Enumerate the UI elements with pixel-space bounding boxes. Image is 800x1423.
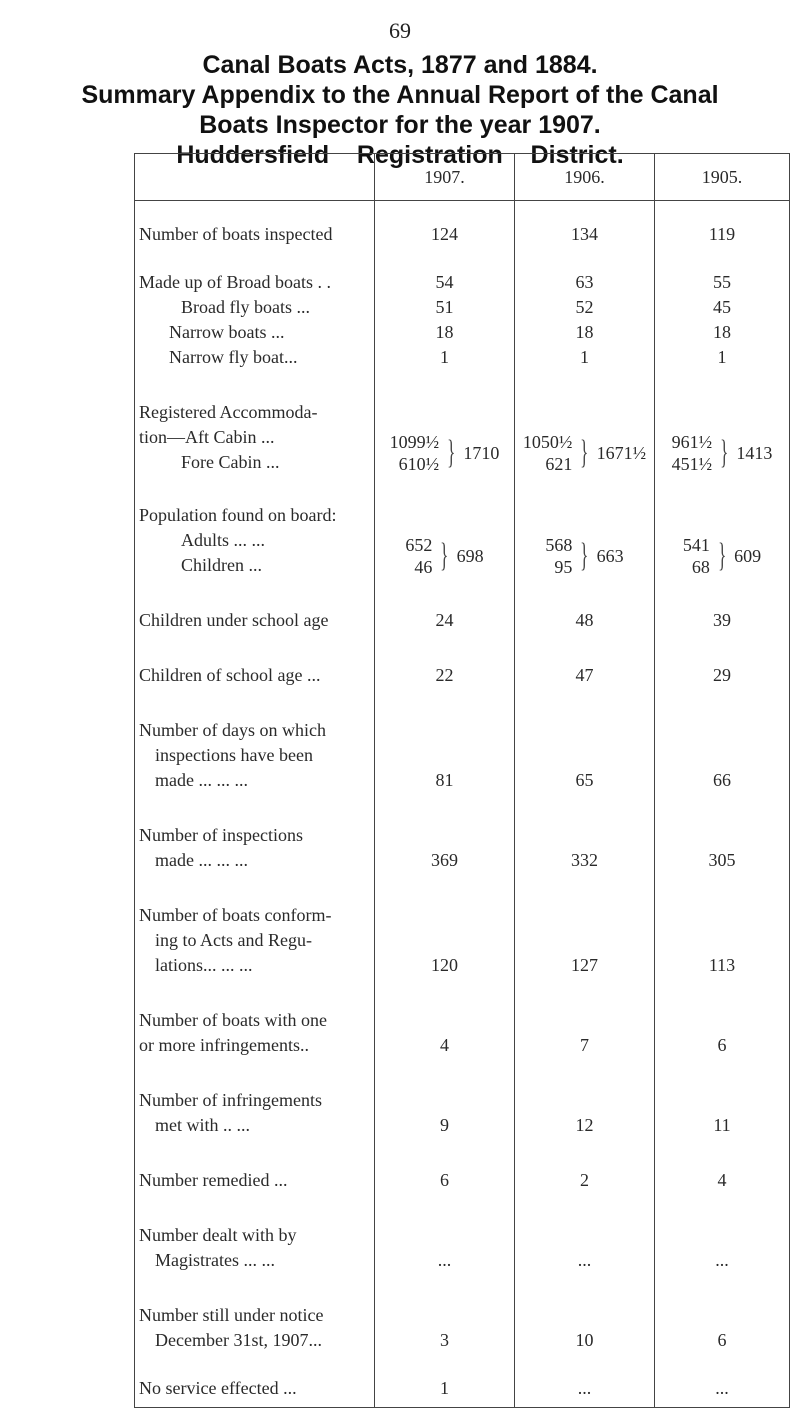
row-label: Number still under notice December 31st, 1907... — [135, 1273, 375, 1353]
table-row — [135, 475, 790, 578]
row-label: Number of days on which inspections have been made ... ... ... — [135, 688, 375, 793]
table-row — [135, 793, 790, 873]
cell-1905: 4 — [655, 1138, 790, 1193]
cell-1907: 4 — [375, 978, 515, 1058]
cell-1906: 7 — [515, 978, 655, 1058]
cell-1905: ... — [655, 1353, 790, 1408]
cell-1907: 18 — [375, 320, 515, 345]
cell-1905: 113 — [655, 873, 790, 978]
cell-1906: ... — [515, 1193, 655, 1273]
row-label: Children under school age — [135, 578, 375, 633]
cell-1907: 652 46 } 698 — [375, 475, 515, 578]
table-row — [135, 633, 790, 688]
summary-table — [134, 153, 790, 1408]
row-label: Number of boats with one or more infringements.. — [135, 978, 375, 1058]
row-label: Children of school age ... — [135, 633, 375, 688]
cell-1906: 1 — [515, 345, 655, 370]
row-label: Population found on board: Adults ... ... Children ... — [135, 475, 375, 578]
cell-1907: 1 — [375, 345, 515, 370]
cell-1905: 55 — [655, 247, 790, 295]
cell-1907: 24 — [375, 578, 515, 633]
cell-1905: 119 — [655, 201, 790, 247]
row-label: Number of infringements met with .. ... — [135, 1058, 375, 1138]
cell-1905: 11 — [655, 1058, 790, 1138]
cell-1905: 1 — [655, 345, 790, 370]
header-blank — [135, 154, 375, 201]
row-label: No service effected ... — [135, 1353, 375, 1408]
cell-1906: 65 — [515, 688, 655, 793]
cell-1906: 2 — [515, 1138, 655, 1193]
cell-1906: 18 — [515, 320, 655, 345]
cell-1905: 29 — [655, 633, 790, 688]
header-1906: 1906. — [515, 154, 655, 201]
heading-inspector: Boats Inspector for the year 1907. — [199, 111, 601, 139]
table-row — [135, 320, 790, 345]
cell-1905: 961½ 451½ } 1413 — [655, 370, 790, 475]
cell-1907: 120 — [375, 873, 515, 978]
cell-1906: 1050½ 621 } 1671½ — [515, 370, 655, 475]
row-label: Number of inspections made ... ... ... — [135, 793, 375, 873]
table-row — [135, 295, 790, 320]
cell-1906: 63 — [515, 247, 655, 295]
cell-1906: ... — [515, 1353, 655, 1408]
cell-1907: 22 — [375, 633, 515, 688]
header-1907: 1907. — [375, 154, 515, 201]
table-row — [135, 1193, 790, 1273]
cell-1905: 6 — [655, 1273, 790, 1353]
row-label: Narrow boats ... — [135, 320, 375, 345]
cell-1907: 81 — [375, 688, 515, 793]
table-row — [135, 345, 790, 370]
table-row — [135, 1058, 790, 1138]
cell-1906: 568 95 } 663 — [515, 475, 655, 578]
cell-1905: 305 — [655, 793, 790, 873]
cell-1906: 332 — [515, 793, 655, 873]
cell-1906: 12 — [515, 1058, 655, 1138]
cell-1907: 1099½ 610½ } 1710 — [375, 370, 515, 475]
cell-1907: ... — [375, 1193, 515, 1273]
table-row — [135, 978, 790, 1058]
row-label: Broad fly boats ... — [135, 295, 375, 320]
cell-1907: 1 — [375, 1353, 515, 1408]
cell-1905: 66 — [655, 688, 790, 793]
cell-1906: 52 — [515, 295, 655, 320]
page-number: 69 — [389, 18, 411, 43]
cell-1906: 127 — [515, 873, 655, 978]
heading-summary: Summary Appendix to the Annual Report of the Canal — [81, 81, 719, 109]
row-label: Number of boats conform- ing to Acts and Regu- lations... ... ... — [135, 873, 375, 978]
row-label: Number remedied ... — [135, 1138, 375, 1193]
table-row — [135, 1273, 790, 1353]
cell-1905: ... — [655, 1193, 790, 1273]
table-row — [135, 370, 790, 475]
cell-1905: 39 — [655, 578, 790, 633]
cell-1905: 18 — [655, 320, 790, 345]
row-label: Made up of Broad boats . . — [135, 247, 375, 295]
cell-1905: 45 — [655, 295, 790, 320]
cell-1906: 48 — [515, 578, 655, 633]
row-label: Narrow fly boat... — [135, 345, 375, 370]
table-row — [135, 247, 790, 295]
cell-1907: 369 — [375, 793, 515, 873]
row-label: Number dealt with by Magistrates ... ... — [135, 1193, 375, 1273]
heading-acts: Canal Boats Acts, 1877 and 1884. — [202, 51, 598, 79]
cell-1905: 541 68 } 609 — [655, 475, 790, 578]
table-row — [135, 1138, 790, 1193]
document-heading — [0, 50, 800, 170]
cell-1907: 51 — [375, 295, 515, 320]
heading-district: Huddersfield Registration District. — [176, 141, 624, 169]
cell-1907: 6 — [375, 1138, 515, 1193]
table-row — [135, 688, 790, 793]
table-row — [135, 578, 790, 633]
cell-1907: 9 — [375, 1058, 515, 1138]
row-label: Number of boats inspected — [135, 201, 375, 247]
cell-1907: 124 — [375, 201, 515, 247]
table-row — [135, 1353, 790, 1408]
header-1905: 1905. — [655, 154, 790, 201]
table-row — [135, 873, 790, 978]
cell-1907: 3 — [375, 1273, 515, 1353]
cell-1905: 6 — [655, 978, 790, 1058]
cell-1906: 134 — [515, 201, 655, 247]
cell-1906: 10 — [515, 1273, 655, 1353]
table-row — [135, 201, 790, 247]
row-label: Registered Accommoda- tion—Aft Cabin ... Fore Cabin ... — [135, 370, 375, 475]
cell-1907: 54 — [375, 247, 515, 295]
cell-1906: 47 — [515, 633, 655, 688]
table-header-row — [135, 154, 790, 201]
